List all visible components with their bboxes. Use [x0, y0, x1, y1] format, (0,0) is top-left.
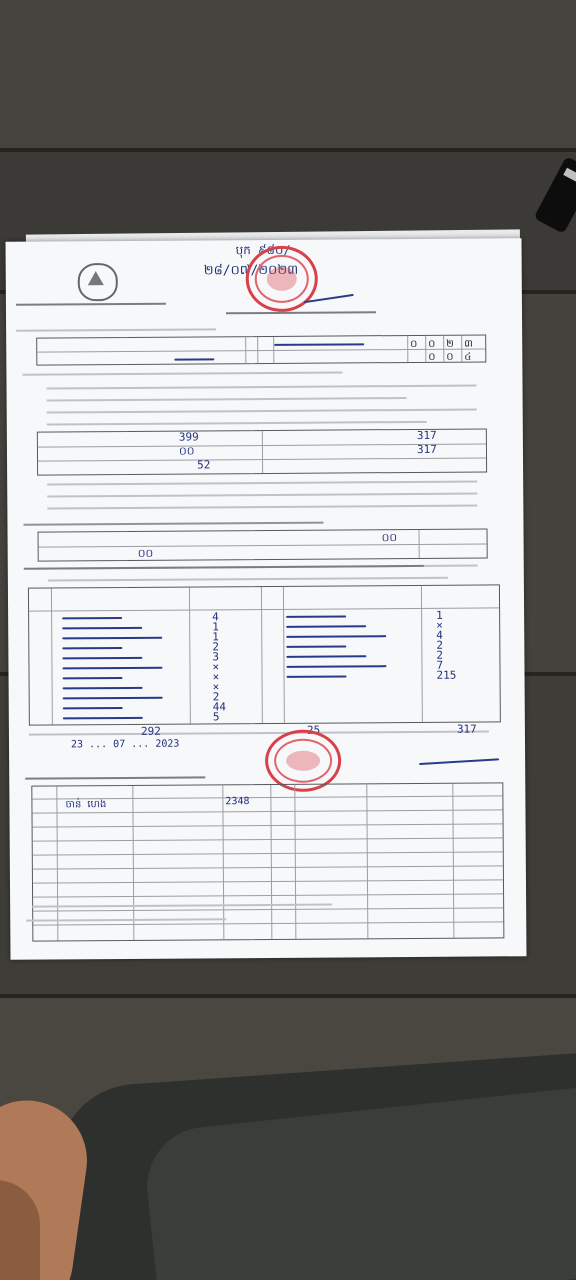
- handwriting: [286, 645, 346, 647]
- text-line: [47, 409, 477, 414]
- section5-heading: [25, 776, 205, 779]
- left-list-count: ×: [212, 660, 220, 674]
- handwriting: [63, 677, 123, 679]
- info-table: [36, 334, 486, 365]
- left-list-count: 2: [212, 690, 220, 704]
- left-list-count: 3: [212, 650, 220, 664]
- signature-stroke: [419, 758, 499, 765]
- right-list-count: 1: [436, 608, 443, 622]
- text-line: [48, 577, 448, 582]
- right-list-count: 2: [436, 638, 443, 652]
- text-line: [47, 481, 477, 486]
- bottom-row-signature: 2348: [225, 796, 250, 808]
- right-list-count: 4: [436, 628, 443, 642]
- right-cell-2: ៤: [464, 351, 472, 363]
- handwriting: [62, 617, 122, 619]
- handwriting: [287, 675, 347, 677]
- wood-plank: [0, 0, 576, 150]
- left-list-count: 5: [212, 710, 220, 724]
- handwritten-date: ២៨/០៧/២០២៣: [203, 262, 299, 279]
- text-line: [47, 505, 477, 510]
- left-list-count: 4: [212, 610, 219, 624]
- footer-total-b: 25: [306, 723, 321, 737]
- right-list-count: 2: [436, 648, 444, 662]
- section3-value-0: ០០: [381, 531, 398, 545]
- left-list-count: 2: [212, 640, 220, 654]
- text-line: [47, 385, 477, 390]
- form-number: បុក ៩៨០/: [235, 242, 291, 258]
- text-line: [16, 328, 216, 331]
- left-cell-2: ២: [446, 338, 454, 350]
- left-list-count: 1: [212, 620, 219, 634]
- bottom-row-name: ចាន់ ហេង: [65, 799, 107, 811]
- emblem-icon: [78, 263, 118, 301]
- form-sheet: [6, 238, 527, 960]
- total-zero: ០០: [178, 444, 195, 458]
- left-list-count: ×: [212, 680, 220, 694]
- footer-total-c: 317: [456, 722, 477, 736]
- left-cell-0: ០: [410, 338, 418, 350]
- left-list-count: ×: [212, 670, 220, 684]
- right-cell-0: ០: [428, 351, 436, 363]
- left-cell-1: ០: [428, 338, 436, 350]
- right-cell-1: ០: [446, 351, 454, 363]
- handwriting: [62, 647, 122, 649]
- left-cell-3: ៣: [464, 338, 473, 350]
- section3-table: [38, 528, 488, 561]
- handwriting: [286, 615, 346, 617]
- text-line: [23, 522, 323, 526]
- header-line: [16, 303, 166, 306]
- section4-heading: [24, 565, 424, 570]
- total-right: 317: [416, 428, 437, 442]
- footer-total-a: 292: [140, 724, 161, 738]
- text-line: [22, 371, 342, 375]
- text-line: [29, 730, 489, 735]
- text-line: [47, 397, 407, 402]
- section3-value-1: ០០: [137, 546, 154, 560]
- text-line: [47, 493, 477, 498]
- total-fifty-two: 52: [197, 458, 211, 472]
- right-list-count: 215: [436, 668, 457, 682]
- left-list-count: 1: [212, 630, 219, 644]
- right-list-count: ×: [436, 618, 443, 632]
- handwriting: [174, 358, 214, 360]
- text-line: [47, 421, 427, 426]
- title-line: [226, 311, 376, 314]
- right-list-count: 7: [436, 658, 444, 672]
- left-list-count: 44: [212, 700, 227, 714]
- footer-date: 23 ... 07 ... 2023: [70, 738, 180, 751]
- total-left: 399: [178, 430, 199, 444]
- list-table: [28, 584, 501, 725]
- handwriting: [63, 707, 123, 709]
- total-right-2: 317: [416, 442, 437, 456]
